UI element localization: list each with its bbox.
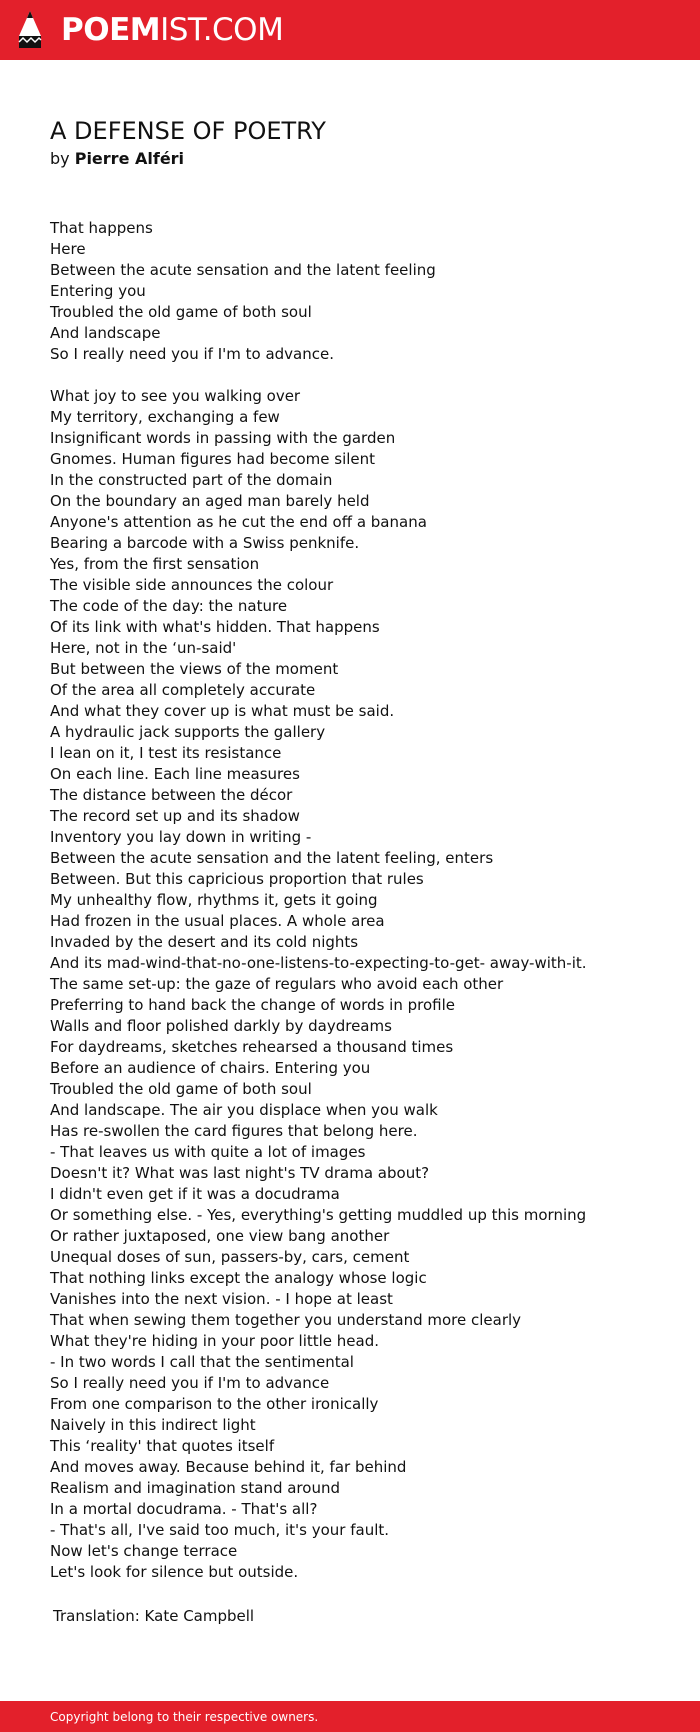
poem-line: Troubled the old game of both soul [50,303,312,321]
poem-line: The same set-up: the gaze of regulars who avoid each other [50,975,504,993]
poem-line: Before an audience of chairs. Entering you [50,1059,371,1077]
poem-line: Of the area all completely accurate [50,681,316,699]
poem-line: Doesn't it? What was last night's TV drama about? [50,1164,430,1182]
site-header [0,0,700,60]
poem-line: My territory, exchanging a few [50,408,280,426]
poem-line: Yes, from the first sensation [50,555,260,573]
poem-line: Naively in this indirect light [50,1416,256,1434]
poem-line: This ‘reality' that quotes itself [50,1437,275,1455]
poem-line: Gnomes. Human figures had become silent [50,450,376,468]
poem-line: So I really need you if I'm to advance. [50,345,334,363]
author-name[interactable]: Pierre Alféri [74,149,185,168]
poem-line: The distance between the décor [50,786,293,804]
poem-line: The record set up and its shadow [50,807,300,825]
poem-line: Anyone's attention as he cut the end off a banana [50,513,427,531]
poem-line: Let's look for silence but outside. [50,1563,299,1581]
poem-line: On the boundary an aged man barely held [50,492,370,510]
poem-line: Invaded by the desert and its cold nights [50,933,359,951]
poem-line: In the constructed part of the domain [50,471,333,489]
poem-line: I lean on it, I test its resistance [50,744,282,762]
poem-line: A hydraulic jack supports the gallery [50,723,326,741]
poem-body [50,218,670,1583]
poem-line: On each line. Each line measures [50,765,300,783]
poem-line: Troubled the old game of both soul [50,1080,312,1098]
poem-line: Inventory you lay down in writing - [50,828,312,846]
poem-line: I didn't even get if it was a docudrama [50,1185,340,1203]
poem-line: That happens [50,219,153,237]
poem-line: What they're hiding in your poor little head. [50,1332,380,1350]
translation-credit: Translation: Kate Campbell [53,1607,255,1625]
poem-line: What joy to see you walking over [50,387,301,405]
pencil-icon[interactable] [18,10,42,50]
poem-line: From one comparison to the other ironically [50,1395,379,1413]
poem-title: A DEFENSE OF POETRY [50,117,326,145]
poem-line: That when sewing them together you understand more clearly [50,1311,522,1329]
stanza-gap [50,365,670,386]
poem-line: Here [50,240,86,258]
poem-line: - In two words I call that the sentimental [50,1353,354,1371]
stanza [50,386,670,1583]
poem-line: And what they cover up is what must be said. [50,702,395,720]
poem-line: That nothing links except the analogy whose logic [50,1269,427,1287]
byline [50,148,184,170]
poem-line: And moves away. Because behind it, far behind [50,1458,407,1476]
poem-line: And landscape. The air you displace when you walk [50,1101,438,1119]
site-footer [0,1701,700,1732]
poem-line: Preferring to hand back the change of words in profile [50,996,455,1014]
poem-line: Entering you [50,282,146,300]
brand-bold: POEM [61,12,161,48]
poem-line: - That's all, I've said too much, it's your fault. [50,1521,390,1539]
poem-line: In a mortal docudrama. - That's all? [50,1500,318,1518]
poem-line: Realism and imagination stand around [50,1479,340,1497]
poem-line: The visible side announces the colour [50,576,334,594]
poem-line: Or something else. - Yes, everything's getting muddled up this morning [50,1206,587,1224]
poem-line: Now let's change terrace [50,1542,238,1560]
poem-line: Has re-swollen the card figures that belong here. [50,1122,418,1140]
copyright-text: Copyright belong to their respective owners. [50,1710,319,1724]
poem-line: The code of the day: the nature [50,597,288,615]
poem-line: Walls and floor polished darkly by daydreams [50,1017,392,1035]
poem-line: Bearing a barcode with a Swiss penknife. [50,534,360,552]
poem-line: Or rather juxtaposed, one view bang another [50,1227,390,1245]
poem-line: Unequal doses of sun, passers-by, cars, cement [50,1248,410,1266]
poem-line: So I really need you if I'm to advance [50,1374,330,1392]
stanza [50,218,670,365]
poem-line: For daydreams, sketches rehearsed a thousand times [50,1038,454,1056]
poem-line: And its mad-wind-that-no-one-listens-to-expecting-to-get- away-with-it. [50,954,587,972]
poem-line: Had frozen in the usual places. A whole area [50,912,385,930]
poem-line: Of its link with what's hidden. That happens [50,618,380,636]
poem-line: Vanishes into the next vision. - I hope at least [50,1290,393,1308]
by-label: by [50,149,70,168]
poem-line: Here, not in the ‘un-said' [50,639,237,657]
poem-line: Between the acute sensation and the latent feeling [50,261,436,279]
poem-line: - That leaves us with quite a lot of images [50,1143,366,1161]
poem-line: Between. But this capricious proportion that rules [50,870,424,888]
poem-line: Between the acute sensation and the latent feeling, enters [50,849,494,867]
poem-line: But between the views of the moment [50,660,339,678]
brand-rest: IST.COM [160,12,284,48]
site-logo-text[interactable] [61,11,283,49]
poem-line: And landscape [50,324,161,342]
poem-line: My unhealthy flow, rhythms it, gets it going [50,891,378,909]
poem-line: Insignificant words in passing with the garden [50,429,396,447]
